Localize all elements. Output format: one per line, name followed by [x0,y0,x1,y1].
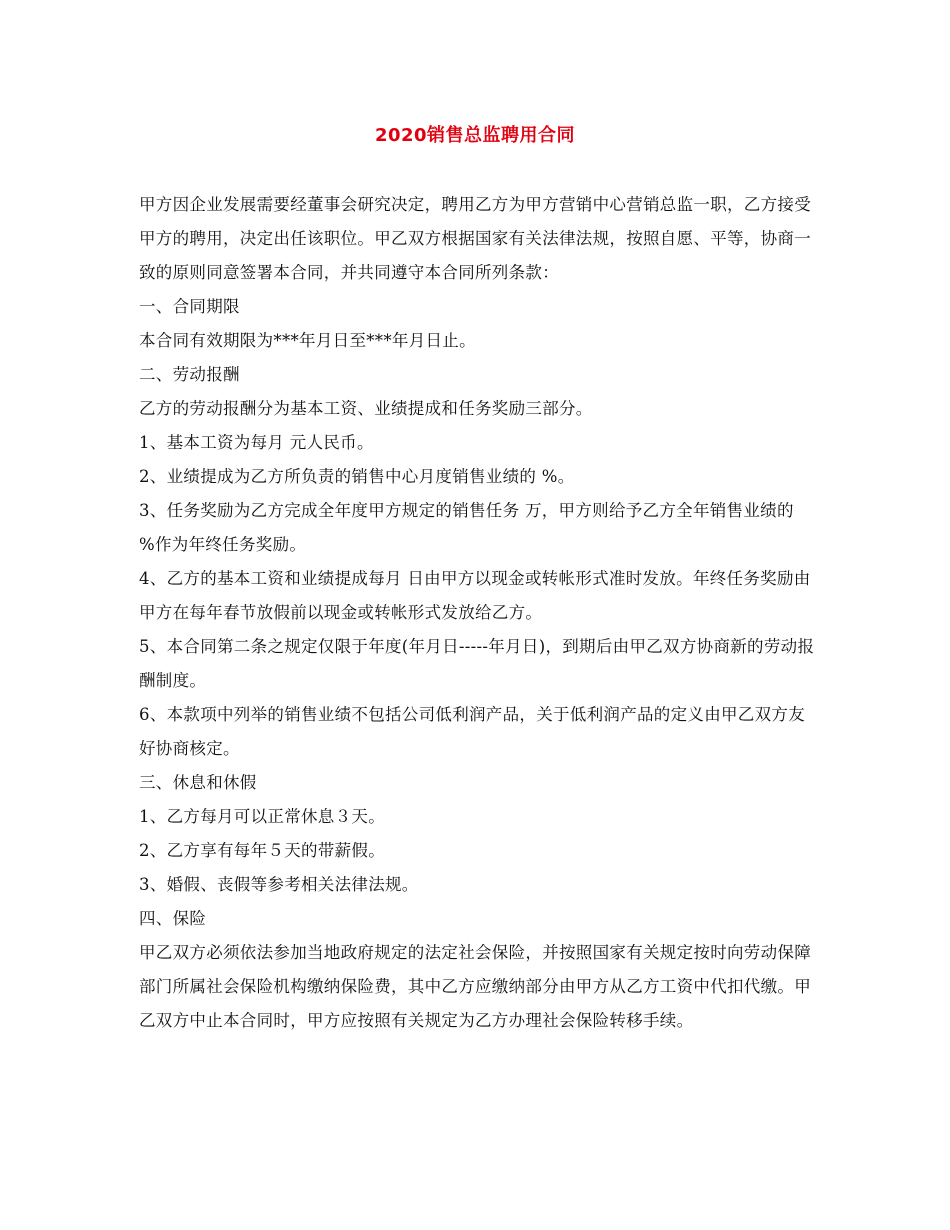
term-paragraph: 本合同有效期限为***年月日至***年月日止。 [139,331,476,350]
document-body [139,188,815,1038]
remuneration-item-4: 4、乙方的基本工资和业绩提成每月 日由甲方以现金或转帐形式准时发放。年终任务奖励由甲方在每年春节放假前以现金或转帐形式发放给乙方。 [139,569,811,622]
leave-item-1: 1、乙方每月可以正常休息３天。 [139,807,385,826]
remuneration-item-6: 6、本款项中列举的销售业绩不包括公司低利润产品，关于低利润产品的定义由甲乙双方友好协商核定。 [139,705,805,758]
leave-item-3: 3、婚假、丧假等参考相关法律法规。 [139,875,419,894]
document-title: 2020销售总监聘用合同 [374,125,576,146]
intro-paragraph: 甲方因企业发展需要经董事会研究决定，聘用乙方为甲方营销中心营销总监一职，乙方接受甲方的聘用，决定出任该职位。甲乙双方根据国家有关法律法规，按照自愿、平等，协商一致的原则同意签署本合同，并共同遵守本合同所列条款： [139,195,811,282]
remuneration-item-2: 2、业绩提成为乙方所负责的销售中心月度销售业绩的 %。 [139,467,575,486]
remuneration-item-5: 5、本合同第二条之规定仅限于年度(年月日-----年月日)，到期后由甲乙双方协商新的劳动报酬制度。 [139,637,815,690]
remuneration-paragraph: 乙方的劳动报酬分为基本工资、业绩提成和任务奖励三部分。 [139,399,593,418]
section-heading-insurance: 四、保险 [139,909,207,928]
remuneration-item-3: 3、任务奖励为乙方完成全年度甲方规定的销售任务 万，甲方则给予乙方全年销售业绩的 %作为年终任务奖励。 [139,501,794,554]
insurance-paragraph: 甲乙双方必须依法参加当地政府规定的法定社会保险，并按照国家有关规定按时向劳动保障部门所属社会保险机构缴纳保险费，其中乙方应缴纳部分由甲方从乙方工资中代扣代缴。甲乙双方中止本合同时，甲方应按照有关规定为乙方办理社会保险转移手续。 [139,943,811,1030]
section-heading-term: 一、合同期限 [139,297,240,316]
leave-item-2: 2、乙方享有每年５天的带薪假。 [139,841,385,860]
section-heading-leave: 三、休息和休假 [139,773,257,792]
section-heading-remuneration: 二、劳动报酬 [139,365,240,384]
remuneration-item-1: 1、基本工资为每月 元人民币。 [139,433,374,452]
